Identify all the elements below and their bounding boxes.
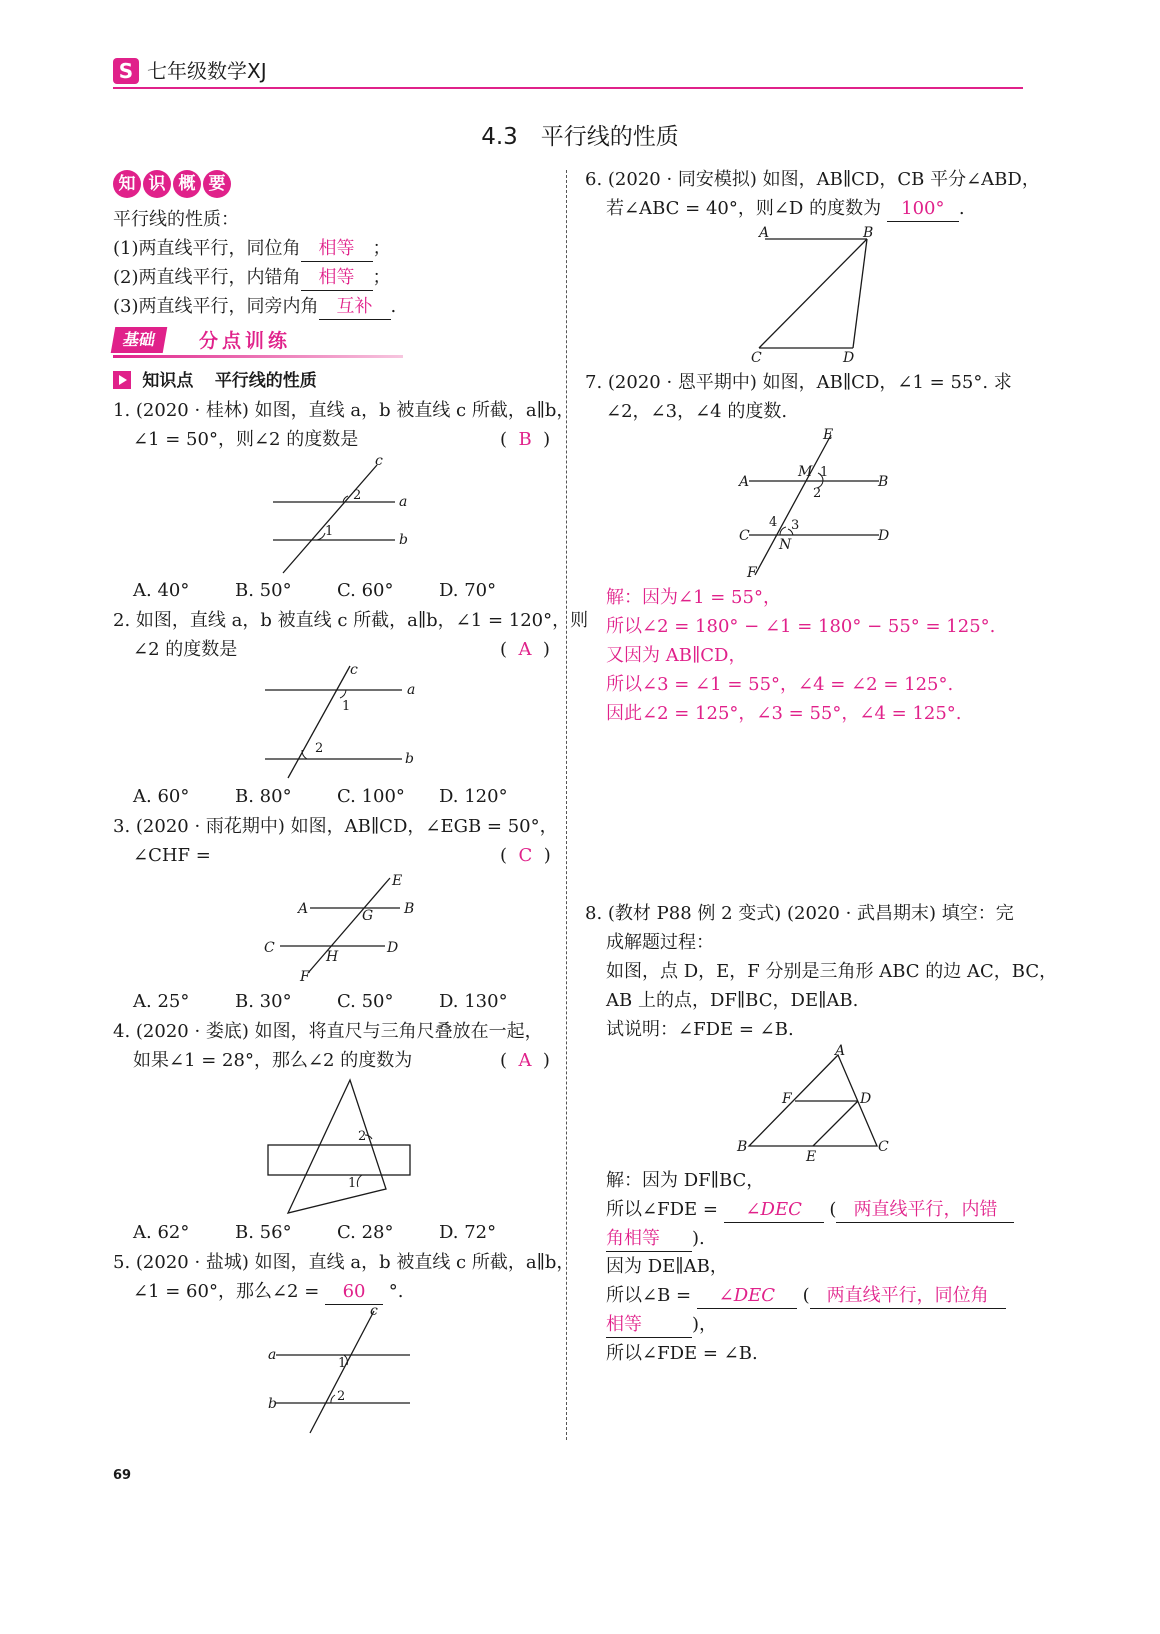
svg-text:1: 1 — [338, 1356, 347, 1371]
svg-text:a: a — [399, 494, 408, 510]
svg-text:A: A — [298, 901, 309, 917]
q4-figure — [262, 1075, 422, 1220]
svg-text:C: C — [264, 940, 275, 956]
svg-text:D: D — [843, 350, 855, 366]
q2-line1: 2. 如图，直线 a，b 被直线 c 所截，a∥b，∠1 = 120°，则 — [113, 610, 589, 631]
svg-text:A: A — [739, 474, 750, 490]
fill-answer: 相等 — [301, 266, 373, 291]
q2-option: B. 80° — [235, 786, 292, 807]
svg-text:1: 1 — [820, 465, 829, 480]
q7-line1: 7. (2020 · 恩平期中) 如图，AB∥CD，∠1 = 55°. 求 — [585, 372, 1012, 393]
q8-figure — [735, 1043, 895, 1168]
svg-text:D: D — [860, 1091, 872, 1107]
svg-text:c: c — [350, 662, 358, 678]
svg-text:a: a — [268, 1347, 277, 1363]
fill-answer: 两直线平行，内错 — [836, 1198, 1014, 1223]
svg-text:2: 2 — [315, 741, 324, 756]
svg-text:2: 2 — [353, 488, 362, 503]
svg-text:4: 4 — [769, 515, 778, 530]
svg-text:B: B — [404, 901, 415, 917]
svg-text:c: c — [375, 455, 383, 469]
q8-line: 成解题过程： — [606, 932, 714, 953]
svg-text:E: E — [806, 1149, 817, 1165]
q4-option: C. 28° — [337, 1222, 394, 1243]
q8-line: 8. (教材 P88 例 2 变式) (2020 · 武昌期末) 填空：完 — [585, 903, 1014, 924]
svg-text:E: E — [392, 873, 403, 889]
q2-option: A. 60° — [133, 786, 190, 807]
svg-text:E: E — [823, 427, 834, 443]
summary-badge — [113, 170, 231, 200]
logo-icon: S — [113, 58, 139, 84]
svg-text:b: b — [405, 751, 414, 767]
fill-answer: 互补 — [319, 295, 391, 320]
q7-solution-line: 所以∠3 = ∠1 = 55°，∠4 = ∠2 = 125°. — [606, 674, 954, 695]
q4-option: A. 62° — [133, 1222, 190, 1243]
q7-solution-line: 因此∠2 = 125°，∠3 = 55°，∠4 = 125°. — [606, 703, 962, 724]
training-banner — [113, 327, 403, 357]
svg-text:F: F — [747, 565, 757, 580]
q4-option: B. 56° — [235, 1222, 292, 1243]
svg-text:C: C — [751, 350, 762, 366]
badge-char: 知 — [113, 170, 141, 198]
q7-figure — [735, 425, 895, 580]
q8-line: AB 上的点，DF∥BC，DE∥AB. — [606, 990, 859, 1011]
svg-text:B: B — [863, 225, 874, 241]
svg-text:B: B — [878, 474, 889, 490]
fill-answer: 两直线平行，同位角 — [810, 1284, 1006, 1309]
svg-text:D: D — [878, 528, 890, 544]
q5-line2: ∠1 = 60°，那么∠2 = 60 °. — [133, 1277, 404, 1307]
q5-figure — [262, 1305, 422, 1435]
svg-text:1: 1 — [342, 699, 351, 714]
svg-text:1: 1 — [348, 1176, 357, 1191]
page-title: 4.3 平行线的性质 — [481, 124, 679, 150]
svg-text:F: F — [782, 1091, 792, 1107]
book-title: 七年级数学XJ — [147, 59, 267, 83]
svg-text:A: A — [759, 225, 770, 241]
q3-option: A. 25° — [133, 991, 190, 1012]
q8-line: 如图，点 D，E，F 分别是三角形 ABC 的边 AC，BC， — [606, 961, 1058, 982]
q1-option: D. 70° — [439, 580, 497, 601]
fill-answer: 相等 — [301, 237, 373, 262]
q8-solution-2b: 角相等 ). — [606, 1224, 705, 1254]
fill-answer: 100° — [887, 197, 959, 222]
page-number: 69 — [113, 1468, 132, 1483]
svg-text:G: G — [362, 908, 374, 924]
banner-underline — [113, 355, 403, 358]
q6-figure — [745, 222, 895, 367]
q4-answer: ( A ) — [500, 1050, 550, 1071]
q3-line2: ∠CHF = — [133, 845, 211, 866]
header-rule — [113, 87, 1023, 89]
triangle-bullet-icon — [113, 371, 131, 389]
badge-char: 概 — [173, 170, 201, 198]
q2-option: D. 120° — [439, 786, 508, 807]
q7-line2: ∠2，∠3，∠4 的度数. — [606, 401, 788, 422]
svg-text:M: M — [798, 464, 813, 480]
fill-answer: 角相等 — [606, 1227, 692, 1252]
svg-text:F: F — [300, 969, 310, 985]
svg-text:N: N — [779, 537, 792, 553]
svg-text:H: H — [326, 949, 339, 965]
q6-line2: 若∠ABC = 40°，则∠D 的度数为 100° . — [606, 194, 965, 224]
summary-item: (1)两直线平行，同位角 相等 ； — [113, 234, 391, 264]
q8-solution-1: 解：因为 DF∥BC， — [606, 1170, 765, 1191]
q1-answer: ( B ) — [500, 429, 551, 450]
q7-solution-line: 又因为 AB∥CD， — [606, 645, 747, 666]
badge-char: 识 — [143, 170, 171, 198]
q2-line2: ∠2 的度数是 — [133, 639, 238, 660]
svg-text:b: b — [268, 1396, 277, 1412]
q3-line1: 3. (2020 · 雨花期中) 如图，AB∥CD，∠EGB = 50°， — [113, 816, 558, 837]
banner-title: 分点训练 — [199, 330, 292, 352]
q3-option: C. 50° — [337, 991, 394, 1012]
q2-figure — [260, 662, 420, 780]
q7-solution-line: 所以∠2 = 180° − ∠1 = 180° − 55° = 125°. — [606, 616, 996, 637]
svg-text:2: 2 — [813, 486, 822, 501]
summary-item: (3)两直线平行，同旁内角 互补 . — [113, 292, 396, 322]
q1-option: B. 50° — [235, 580, 292, 601]
svg-text:A: A — [835, 1043, 846, 1059]
svg-text:D: D — [387, 940, 399, 956]
q7-solution-line: 解：因为∠1 = 55°， — [606, 587, 781, 608]
q8-solution-2: 所以∠FDE = ∠DEC ( 两直线平行，内错 — [606, 1195, 1014, 1225]
svg-text:1: 1 — [325, 524, 334, 539]
q1-line2: ∠1 = 50°，则∠2 的度数是 — [133, 429, 359, 450]
q8-line: 试说明：∠FDE = ∠B. — [606, 1019, 794, 1040]
knowledge-point: 知识点 平行线的性质 — [113, 366, 317, 396]
banner-tag: 基础 — [111, 327, 168, 353]
q8-solution-3: 因为 DE∥AB， — [606, 1256, 728, 1277]
q2-option: C. 100° — [337, 786, 405, 807]
q4-line2: 如果∠1 = 28°，那么∠2 的度数为 — [133, 1050, 413, 1071]
summary-intro: 平行线的性质： — [113, 209, 239, 230]
q1-figure — [265, 455, 425, 575]
fill-answer: 相等 — [606, 1313, 692, 1338]
svg-text:b: b — [399, 532, 408, 548]
q3-answer: ( C ) — [500, 845, 551, 866]
badge-char: 要 — [203, 170, 231, 198]
q1-line1: 1. (2020 · 桂林) 如图，直线 a，b 被直线 c 所截，a∥b， — [113, 400, 575, 421]
q1-option: C. 60° — [337, 580, 394, 601]
q2-answer: ( A ) — [500, 639, 550, 660]
q6-line1: 6. (2020 · 同安模拟) 如图，AB∥CD，CB 平分∠ABD， — [585, 169, 1040, 190]
svg-text:c: c — [370, 1305, 378, 1319]
q1-option: A. 40° — [133, 580, 190, 601]
q4-option: D. 72° — [439, 1222, 497, 1243]
svg-text:a: a — [407, 682, 416, 698]
q4-line1: 4. (2020 · 娄底) 如图，将直尺与三角尺叠放在一起， — [113, 1021, 543, 1042]
svg-text:2: 2 — [337, 1389, 346, 1404]
svg-text:B: B — [737, 1139, 748, 1155]
svg-text:2: 2 — [358, 1129, 367, 1144]
q3-option: B. 30° — [235, 991, 292, 1012]
q5-line1: 5. (2020 · 盐城) 如图，直线 a，b 被直线 c 所截，a∥b， — [113, 1252, 575, 1273]
q8-solution-4b: 相等 )， — [606, 1310, 717, 1340]
fill-answer: 60 — [325, 1280, 383, 1305]
q8-solution-5: 所以∠FDE = ∠B. — [606, 1343, 758, 1364]
header — [113, 58, 1023, 90]
fill-answer: ∠DEC — [697, 1284, 797, 1309]
q3-figure — [260, 868, 420, 986]
q8-solution-4: 所以∠B = ∠DEC ( 两直线平行，同位角 — [606, 1281, 1006, 1311]
fill-answer: ∠DEC — [724, 1198, 824, 1223]
q3-option: D. 130° — [439, 991, 508, 1012]
svg-text:3: 3 — [791, 518, 800, 533]
svg-text:C: C — [878, 1139, 889, 1155]
summary-item: (2)两直线平行，内错角 相等 ； — [113, 263, 391, 293]
svg-text:C: C — [739, 528, 750, 544]
